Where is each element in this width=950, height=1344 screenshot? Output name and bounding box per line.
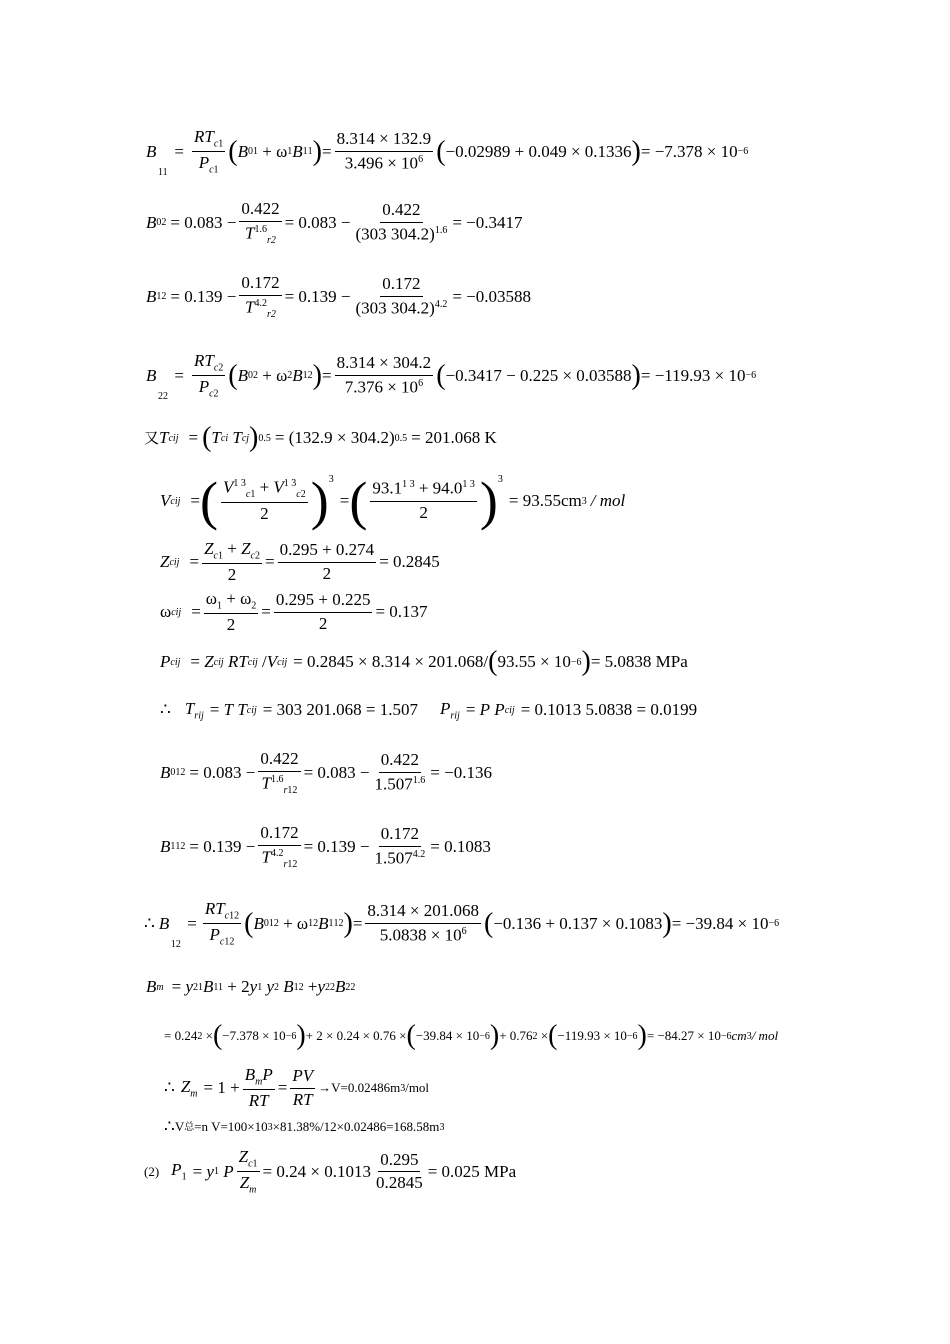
b02-num2: 0.422 <box>380 201 422 223</box>
equation-b11: B 11 = $\frac{RT_{c1}}{P_{c1}}$ ( B 0 1 + ω 1 B 1 1 ) = $\frac{8.314 \times 132.9}{3.496 \times 10^6}$ ( −0.02989 + 0.049 × 0.1336 ) = −7.378 × 10 −6 <box>146 127 749 178</box>
zcij-result: = 0.2845 <box>379 552 440 572</box>
tcij-rhs: = (132.9 × 304.2) <box>274 427 395 447</box>
equation-bm-value: = 0.24 2 × ( −7.378 × 10 −6 ) + 2 × 0.24 × 0.76 × ( −39.84 × 10 −6 ) + 0.76 2 × ( −119.93 × 10 −6 ) = −84.27 × 10 −6 cm 3 / mol <box>164 1020 779 1051</box>
b02-den: T <box>245 223 255 243</box>
b112-den2-exp: 4.2 <box>412 849 426 861</box>
equation-zm: ∴ $Z_m$ = 1 + $\frac{B_mP}{RT}$ = $\frac{PV}{RT}$ → V=0.02486m 3 /mol <box>164 1065 430 1111</box>
equation-b02: B 0 2 = 0.083 − $\frac{0.422}{T^{1.6}_{r2}}$ = 0.083 − $\frac{0.422}{(303 304.2)^{1.6}}$ = −0.3417 <box>146 199 523 246</box>
b12-numerator: 8.314 × 201.068 <box>365 902 481 924</box>
b12a-num: 0.172 <box>239 274 281 296</box>
vtot-exp2: 3 <box>439 1121 445 1133</box>
p1-num: 0.295 <box>378 1151 420 1173</box>
b12a-sup: 1 <box>156 291 162 303</box>
b12-result: = −39.84 × 10 <box>671 913 769 933</box>
b02-den2: (303 304.2) <box>355 224 435 244</box>
b12-bracket: −0.136 + 0.137 × 0.1083 <box>493 913 663 933</box>
b12a-result: = −0.03588 <box>452 286 532 306</box>
vcij-result: = 93.55cm <box>508 490 582 510</box>
b02-sub: 2 <box>161 217 167 229</box>
b02-sup: 0 <box>156 217 162 229</box>
b12-denominator: 5.0838 × 10 <box>379 925 462 945</box>
b112-den2: 1.507 <box>374 848 413 868</box>
vcij-result-exp: 3 <box>581 495 587 507</box>
b012-result: = −0.136 <box>430 762 492 782</box>
b112-num2: 0.172 <box>379 825 421 847</box>
b12a-den2: (303 304.2) <box>355 298 435 318</box>
p1-den: 0.2845 <box>375 1173 423 1193</box>
trij-value: = 303 201.068 = 1.507 <box>262 700 418 720</box>
bm-unit2: / mol <box>751 1027 779 1043</box>
pcij-bracket-exp: −6 <box>570 656 582 668</box>
b02-result: = −0.3417 <box>452 212 523 232</box>
b02-num: 0.422 <box>239 200 281 222</box>
b012-mid: = 0.083 − <box>303 762 370 782</box>
b22-den-exp: 6 <box>418 378 424 390</box>
equation-tcij: 又 T cij = ( T ci T cj ) 0.5 = (132.9 × 304.2) 0.5 = 201.068 K <box>144 422 497 453</box>
b012-a: = 0.083 − <box>189 762 256 782</box>
equation-wcij: ω cij = $\frac{\omega_1 + \omega_2}{2}$ = $\frac{0.295 + 0.225}{2}$ = 0.137 <box>160 589 428 635</box>
b02-den-sub: r2 <box>266 234 276 246</box>
b12-result-exp: −6 <box>768 918 780 930</box>
equation-bm: B m = y 2 1 B 11 + 2 y 1 y 2 B 12 + y 2 2 B 22 <box>146 977 356 996</box>
b012-num2: 0.422 <box>379 751 421 773</box>
bm-d: −39.84 × 10 <box>415 1027 480 1043</box>
b11-numerator: 8.314 × 132.9 <box>335 130 434 152</box>
zcij-den: 2 <box>322 564 332 584</box>
equation-b22: B 22 = $\frac{RT_{c2}}{P_{c2}}$ ( B 0 2 + ω 2 B 1 2 ) = $\frac{8.314 \times 304.2}{7.376 \times 10^6}$ ( −0.3417 − 0.225 × 0.03588 ) = −119.93 × 10 −6 <box>146 351 757 402</box>
bm-c: + 2 × 0.24 × 0.76 × <box>305 1027 407 1043</box>
bm-unit: cm <box>731 1027 747 1043</box>
b11-result: = −7.378 × 10 <box>640 141 738 161</box>
b012-den2: 1.507 <box>374 774 413 794</box>
b11-denominator: 3.496 × 10 <box>344 153 419 173</box>
equation-vcij: V cij = ( $\frac{V^{1 3}_{c1} + V^{1 3}_{c2}}{2}$ ) $^3$ = ( $\frac{93.1^{1 3} + 94.0^{1 3}}{2}$ ) $^3$ = 93.55cm 3 / mol <box>160 471 626 531</box>
b22-result-exp: −6 <box>745 370 757 382</box>
vcij-n2: 94.0 <box>432 479 463 499</box>
bm-g: = −84.27 × 10 <box>646 1027 721 1043</box>
b12a-sub: 2 <box>161 291 167 303</box>
equation-v-total: ∴ V 总 =n V=100×10 3 ×81.38%/12×0.02486=168.58m 3 <box>164 1117 445 1136</box>
b22-bracket: −0.3417 − 0.225 × 0.03588 <box>445 365 632 385</box>
b12a-den-sup: 4.2 <box>254 297 267 309</box>
b22-numerator: 8.314 × 304.2 <box>335 354 434 376</box>
b22-denominator: 7.376 × 10 <box>344 377 419 397</box>
you-prefix: 又 <box>144 428 160 447</box>
b12-den-exp: 6 <box>461 926 467 938</box>
equation-b1-12: B 1 12 = 0.139 − $\frac{0.172}{T^{4.2}_{r12}}$ = 0.139 − $\frac{0.172}{1.507^{4.2}}$ = 0.1083 <box>160 823 491 870</box>
b112-result: = 0.1083 <box>430 836 491 856</box>
b112-mid: = 0.139 − <box>303 836 370 856</box>
wcij-result: = 0.137 <box>375 602 428 622</box>
bm-e: + 0.76 <box>499 1027 533 1043</box>
b22-result: = −119.93 × 10 <box>640 365 746 385</box>
vcij-n1: 93.1 <box>372 479 403 499</box>
equation-b12: ∴ B 12 = $\frac{RT_{c12}}{P_{c12}}$ ( B 0 12 + ω 12 B 1 12 ) = $\frac{8.314 \times 201.068}{5.0838 \times 10^6}$ ( −0.136 + 0.137 × 0.1083 ) = −39.84 × 10 −6 <box>144 899 780 950</box>
zm-v: V=0.02486m <box>331 1080 401 1096</box>
vcij-unit: / mol <box>590 490 626 510</box>
p1-result: = 0.025 MPa <box>427 1161 517 1181</box>
zcij-num: 0.295 + 0.274 <box>278 541 377 563</box>
bm-a: = 0.24 <box>164 1027 198 1043</box>
zm-v-exp: 3 <box>400 1083 406 1095</box>
wcij-den: 2 <box>318 614 328 634</box>
vtot-exp: 3 <box>267 1121 273 1133</box>
vcij-exp1: 1 3 <box>402 479 415 491</box>
equation-b12-first: B 1 2 = 0.139 − $\frac{0.172}{T^{4.2}_{r2}}$ = 0.139 − $\frac{0.172}{(303 304.2)^{4.2}}$ = −0.03588 <box>146 273 532 320</box>
b12a-mid: = 0.139 − <box>284 286 351 306</box>
b012-den2-exp: 1.6 <box>412 775 426 787</box>
equation-p1: (2) $P_1$ = y 1 P $\frac{Z_{c1}}{Z_m}$ = 0.24 × 0.1013 $\frac{0.295}{0.2845}$ = 0.025 MPa <box>144 1147 517 1196</box>
b12a-den: T <box>245 297 255 317</box>
b02-a: = 0.083 − <box>170 212 237 232</box>
pcij-mid: = 0.2845 × 8.314 × 201.068/ <box>293 651 489 671</box>
b12a-num2: 0.172 <box>380 275 422 297</box>
b11-bracket: −0.02989 + 0.049 × 0.1336 <box>445 141 632 161</box>
vtot-text2: ×81.38%/12×0.02486=168.58m <box>272 1119 440 1135</box>
pcij-bracket: 93.55 × 10 <box>497 651 571 671</box>
b12a-a: = 0.139 − <box>170 286 237 306</box>
b11-result-exp: −6 <box>737 146 749 158</box>
vtot-text: =n V=100×10 <box>194 1119 268 1135</box>
b012-num: 0.422 <box>258 750 300 772</box>
b02-den-sup: 1.6 <box>254 223 267 235</box>
pcij-result: = 5.0838 MPa <box>590 651 688 671</box>
tcij-rhs-exp: 0.5 <box>394 432 408 444</box>
tcij-result: = 201.068 K <box>411 427 497 447</box>
b112-num: 0.172 <box>258 824 300 846</box>
wcij-num: 0.295 + 0.225 <box>274 591 373 613</box>
zm-v-unit: /mol <box>405 1080 430 1096</box>
b02-den2-exp: 1.6 <box>434 225 448 237</box>
b02-mid: = 0.083 − <box>284 212 351 232</box>
part-label: (2) <box>144 1163 160 1179</box>
b12a-den-sub: r2 <box>266 308 276 320</box>
equation-zcij: Z cij = $\frac{Z_{c1} + Z_{c2}}{2}$ = $\frac{0.295 + 0.274}{2}$ = 0.2845 <box>160 539 440 585</box>
equation-pcij: P cij = Z cij RT cij / V cij = 0.2845 × 8.314 × 201.068/ ( 93.55 × 10 −6 ) = 5.0838 MPa <box>160 646 688 677</box>
bm-b: −7.378 × 10 <box>222 1027 286 1043</box>
p1-mid: = 0.24 × 0.1013 <box>262 1161 371 1181</box>
equation-trij-prij: ∴ $T_{rij}$ = T T cij = 303 201.068 = 1.507 $P_{rij}$ = P P cij = 0.1013 5.0838 = 0.0199 <box>160 699 698 722</box>
b112-a: = 0.139 − <box>189 836 256 856</box>
bm-f: −119.93 × 10 <box>557 1027 627 1043</box>
b11-den-exp: 6 <box>418 154 424 166</box>
equation-b0-12: B 0 12 = 0.083 − $\frac{0.422}{T^{1.6}_{r12}}$ = 0.083 − $\frac{0.422}{1.507^{1.6}}$ = −0.136 <box>160 749 492 796</box>
prij-value: = 0.1013 5.0838 = 0.0199 <box>520 700 698 720</box>
b12a-den2-exp: 4.2 <box>434 299 448 311</box>
